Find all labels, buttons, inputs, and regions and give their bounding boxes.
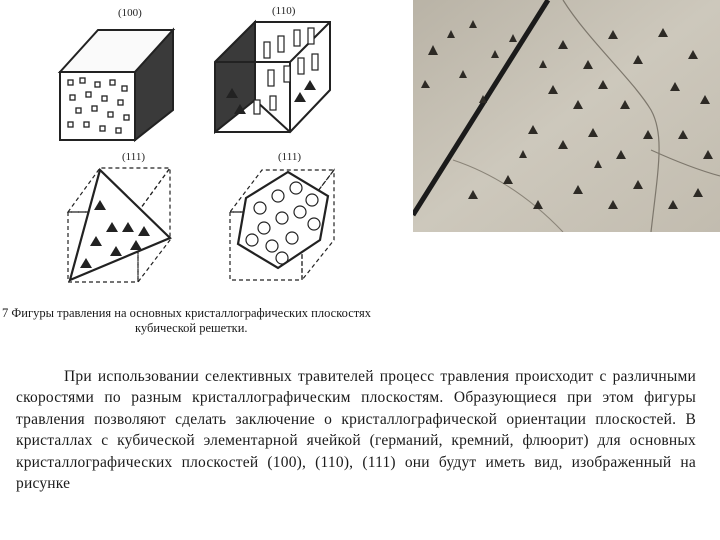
label-110: (110) — [272, 5, 296, 17]
body-paragraph: При использовании селективных травителей процесс травления происходит с различными скоростями по разным кристаллографическим плоскостям. Образующиеся при этом фигуры травления позволяют сделать заключение о кристаллографической ориентации плоскостей. В кристаллах с кубической элементарной ячейкой (германий, кремний, флюорит) для основных кристаллографических плоскостей (100), (110), (111) они будут иметь вид, изображенный на рисунке — [16, 368, 696, 493]
etch-pits-micrograph — [413, 0, 720, 232]
figure-caption — [0, 306, 470, 336]
label-111-left: (111) — [122, 151, 146, 163]
caption-line-2: кубической решетки. — [135, 321, 248, 335]
etch-figures-diagram — [40, 0, 352, 288]
cube-100 — [60, 30, 173, 140]
caption-line-1: 7 Фигуры травления на основных кристаллографических плоскостях — [2, 306, 372, 320]
label-111-right: (111) — [278, 151, 302, 163]
label-100: (100) — [118, 7, 142, 19]
